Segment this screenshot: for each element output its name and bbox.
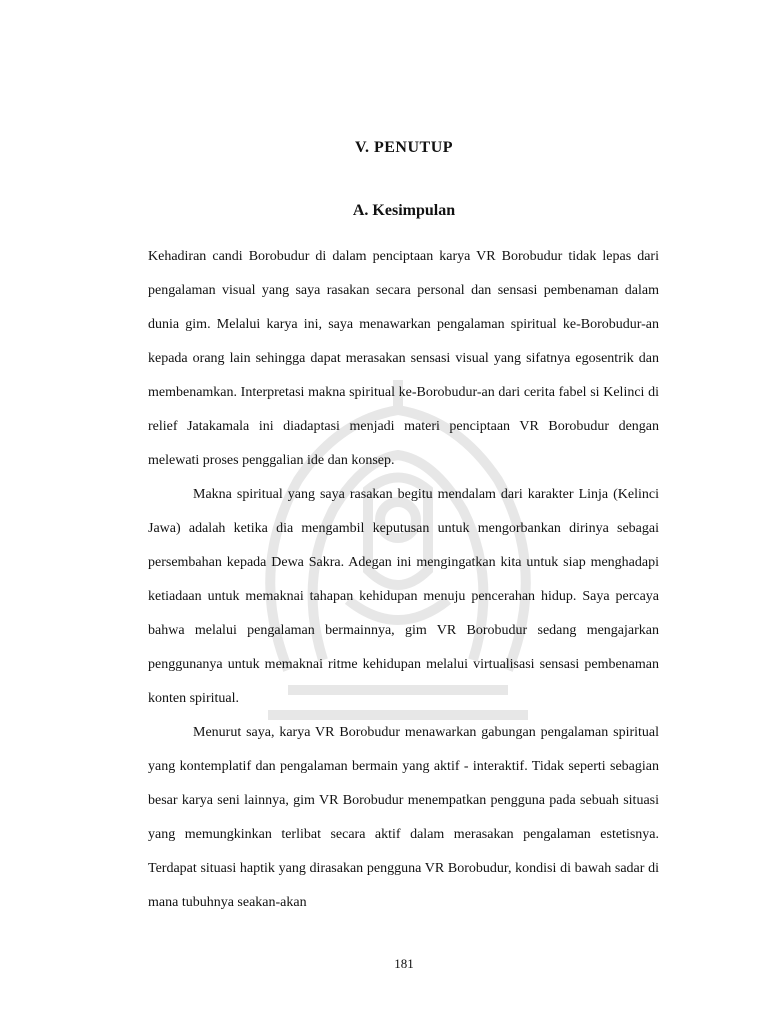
body-text	[148, 240, 659, 920]
section-title: A. Kesimpulan	[352, 202, 456, 219]
paragraph-1: Kehadiran candi Borobudur di dalam penciptaan karya VR Borobudur tidak lepas dari pengalaman visual yang saya rasakan secara personal dan sensasi pembenaman dalam dunia gim. Melalui karya ini, saya menawarkan pengalaman spiritual ke-Borobudur-an kepada orang lain sehingga dapat merasakan sensasi visual yang sifatnya egosentrik dan membenamkan. Interpretasi makna spiritual ke-Borobudur-an dari cerita fabel si Kelinci di relief Jatakamala ini diadaptasi menjadi materi penciptaan VR Borobudur dengan melewati proses penggalian ide dan konsep.	[148, 249, 659, 468]
page-number: 181	[394, 956, 414, 971]
paragraph-3: Menurut saya, karya VR Borobudur menawarkan gabungan pengalaman spiritual yang kontemplatif dan pengalaman bermain yang aktif - interaktif. Tidak seperti sebagian besar karya seni lainnya, gim VR Borobudur menempatkan pengguna pada sebuah situasi yang memungkinkan terlibat secara aktif dalam merasakan pengalaman estetisnya. Terdapat situasi haptik yang dirasakan pengguna VR Borobudur, kondisi di bawah sadar di mana tubuhnya seakan-akan	[148, 725, 659, 910]
paragraph-2: Makna spiritual yang saya rasakan begitu mendalam dari karakter Linja (Kelinci Jawa) adalah ketika dia mengambil keputusan untuk mengorbankan dirinya sebagai persembahan kepada Dewa Sakra. Adegan ini mengingatkan kita untuk siap menghadapi ketiadaan untuk memaknai tahapan kehidupan menuju pencerahan hidup. Saya percaya bahwa melalui pengalaman bermainnya, gim VR Borobudur sedang mengajarkan penggunanya untuk memaknai ritme kehidupan melalui virtualisasi sensasi pembenaman konten spiritual.	[148, 487, 659, 706]
chapter-title: V. PENUTUP	[354, 139, 454, 156]
